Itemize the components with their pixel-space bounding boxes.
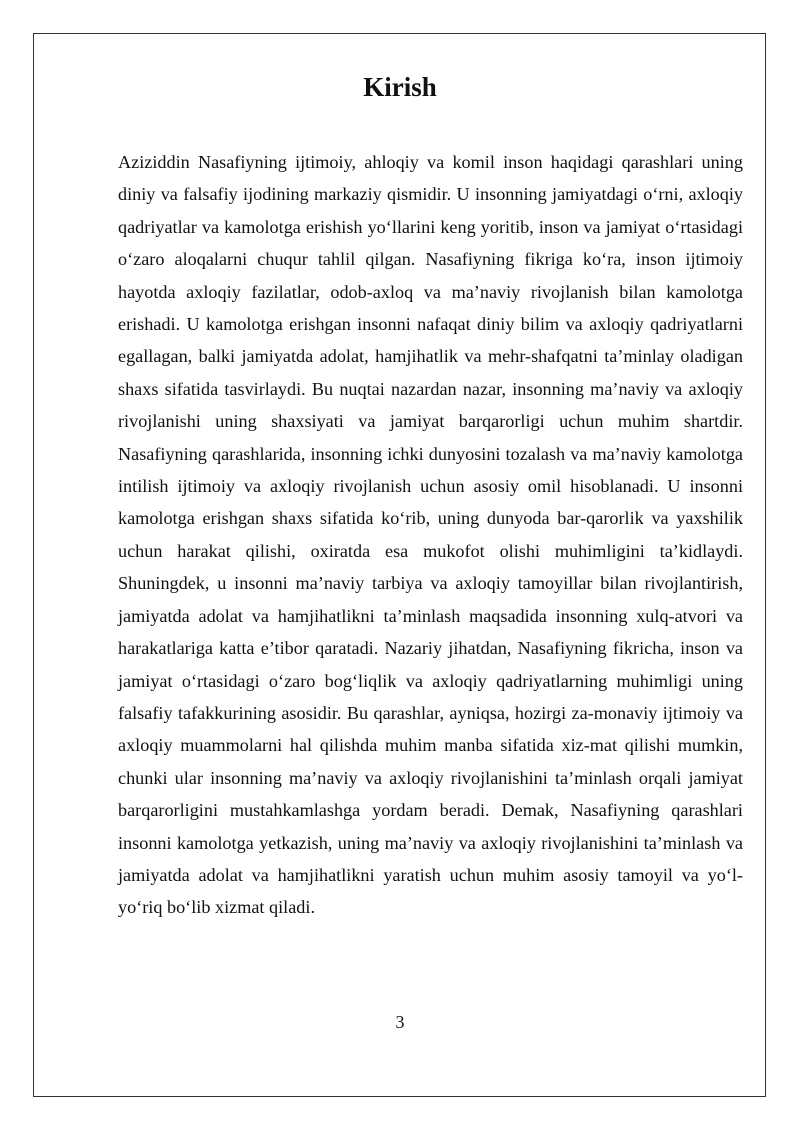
- page-title: Kirish: [363, 72, 437, 102]
- body-paragraph: Aziziddin Nasafiyning ijtimoiy, ahloqiy va komil inson haqidagi qarashlari uning diniy va falsafiy ijodining markaziy qismidir. U insonning jamiyatdagi o‘rni, axloqiy qadriyatlar va kamolotga erishish yo‘llarini keng yoritib, inson va jamiyat o‘rtasidagi o‘zaro aloqalarni chuqur tahlil qilgan. Nasafiyning fikriga ko‘ra, inson ijtimoiy hayotda axloqiy fazilatlar, odob-axloq va ma’naviy rivojlanish bilan kamolotga erishadi. U kamolotga erishgan insonni nafaqat diniy bilim va axloqiy qadriyatlarni egallagan, balki jamiyatda adolat, hamjihatlik va mehr-shafqatni ta’minlay oladigan shaxs sifatida tasvirlaydi. Bu nuqtai nazardan nazar, insonning ma’naviy va axloqiy rivojlanishi uning shaxsiyati va jamiyat barqarorligi uchun muhim shartdir. Nasafiyning qarashlarida, insonning ichki dunyosini tozalash va ma’naviy kamolotga intilish ijtimoiy va axloqiy rivojlanish uchun asosiy omil hisoblanadi. U insonni kamolotga erishgan shaxs sifatida ko‘rib, uning dunyoda bar-qarorlik va yaxshilik uchun harakat qilishi, oxiratda esa mukofot olishi muhimligini ta’kidlaydi. Shuningdek, u insonni ma’naviy tarbiya va axloqiy tamoyillar bilan rivojlantirish, jamiyatda adolat va hamjihatlikni ta’minlash maqsadida insonning xulq-atvori va harakatlariga katta e’tibor qaratadi. Nazariy jihatdan, Nasafiyning fikricha, inson va jamiyat o‘rtasidagi o‘zaro bog‘liqlik va axloqiy qadriyatlarning muhimligi uning falsafiy tafakkurining asosidir. Bu qarashlar, ayniqsa, hozirgi za-monaviy ijtimoiy va axloqiy muammolarni hal qilishda muhim manba sifatida xiz-mat qilishi mumkin, chunki ular insonning ma’naviy va axloqiy rivojlanishini ta’minlash orqali jamiyat barqarorligini mustahkamlashga yordam beradi. Demak, Nasafiyning qarashlari insonni kamolotga yetkazish, uning ma’naviy va axloqiy rivojlanishini ta’minlash va jamiyatda adolat va hamjihatlikni yaratish uchun muhim asosiy tamoyil va yo‘l-yo‘riq bo‘lib xizmat qiladi.: [118, 152, 743, 918]
- page-number: 3: [395, 1012, 405, 1032]
